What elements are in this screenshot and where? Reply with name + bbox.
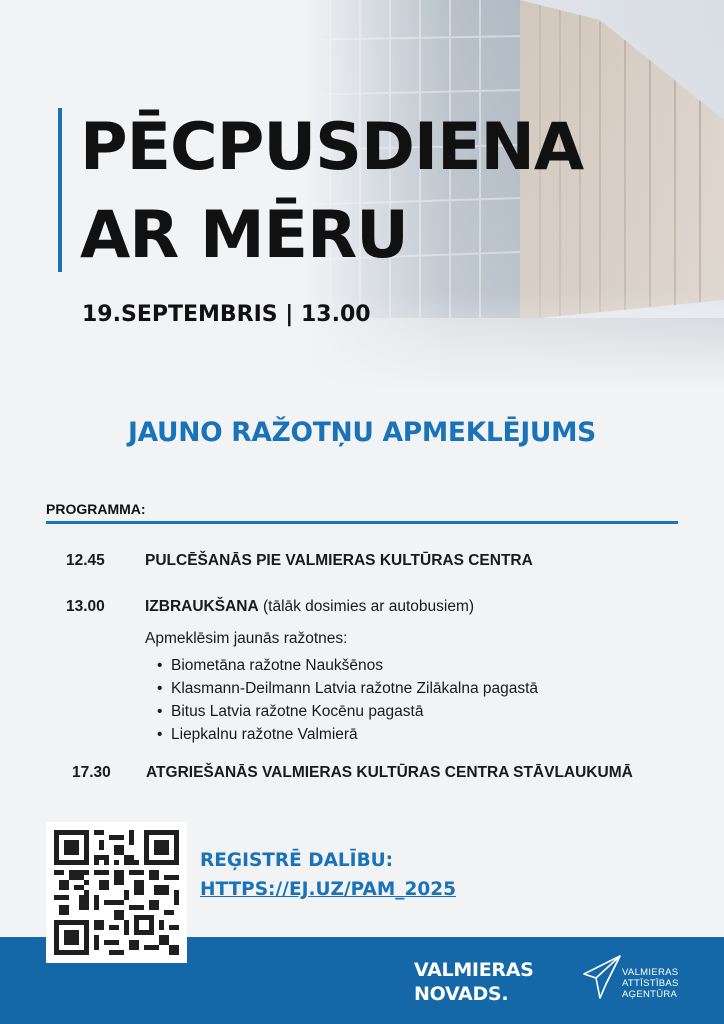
qr-code[interactable]: [46, 822, 187, 963]
development-agency-logo: [622, 967, 679, 1000]
program-time: 12.45: [66, 552, 105, 569]
valmieras-novads-logo: [414, 958, 534, 1006]
list-item-text: Bitus Latvia ražotne Kocēnu pagastā: [171, 703, 424, 720]
list-item: [145, 700, 538, 723]
qr-code-icon: [54, 830, 179, 955]
list-item-text: Biometāna ražotne Naukšēnos: [171, 657, 383, 674]
bullet-icon: •: [157, 680, 163, 697]
logo-line-2: NOVADS.: [414, 983, 509, 1005]
agency-line-3: AĢENTŪRA: [622, 989, 678, 1000]
program-event-title: PULCĒŠANĀS PIE VALMIERAS KULTŪRAS CENTRA: [145, 552, 533, 569]
agency-line-2: ATTĪSTĪBAS: [622, 978, 679, 989]
title-accent-bar: [58, 108, 62, 272]
list-item: [145, 723, 538, 746]
register-label: REĢISTRĒ DALĪBU:: [200, 850, 394, 871]
title-line-2: AR MĒRU: [80, 198, 408, 273]
list-item: [145, 677, 538, 700]
program-time: 17.30: [72, 764, 111, 781]
paper-plane-icon: [582, 954, 622, 1002]
logo-line-1: VALMIERAS: [414, 959, 534, 981]
event-subtitle: JAUNO RAŽOTŅU APMEKLĒJUMS: [128, 417, 596, 448]
poster-title: [80, 104, 583, 280]
title-line-1: PĒCPUSDIENA: [80, 110, 584, 185]
agency-line-1: VALMIERAS: [622, 967, 679, 978]
register-link[interactable]: HTTPS://EJ.UZ/PAM_2025: [200, 879, 457, 900]
visit-list: [145, 654, 538, 746]
program-event-title: ATGRIEŠANĀS VALMIERAS KULTŪRAS CENTRA STĀVLAUKUMĀ: [146, 764, 633, 781]
list-item-text: Liepkalnu ražotne Valmierā: [171, 726, 358, 743]
event-date: 19.SEPTEMBRIS | 13.00: [82, 302, 371, 327]
list-item-text: Klasmann-Deilmann Latvia ražotne Zilākalna pagastā: [171, 680, 539, 697]
program-time: 13.00: [66, 598, 105, 615]
bullet-icon: •: [157, 703, 163, 720]
program-divider: [46, 521, 678, 524]
bullet-icon: •: [157, 726, 163, 743]
bullet-icon: •: [157, 657, 163, 674]
program-event: [146, 764, 633, 782]
program-event: [145, 552, 533, 570]
program-event-title: IZBRAUKŠANA: [145, 598, 259, 615]
program-event: [145, 598, 474, 616]
visit-intro: Apmeklēsim jaunās ražotnes:: [145, 630, 348, 647]
program-label: PROGRAMMA:: [46, 501, 146, 517]
program-event-note: (tālāk dosimies ar autobusiem): [258, 598, 475, 615]
list-item: [145, 654, 538, 677]
